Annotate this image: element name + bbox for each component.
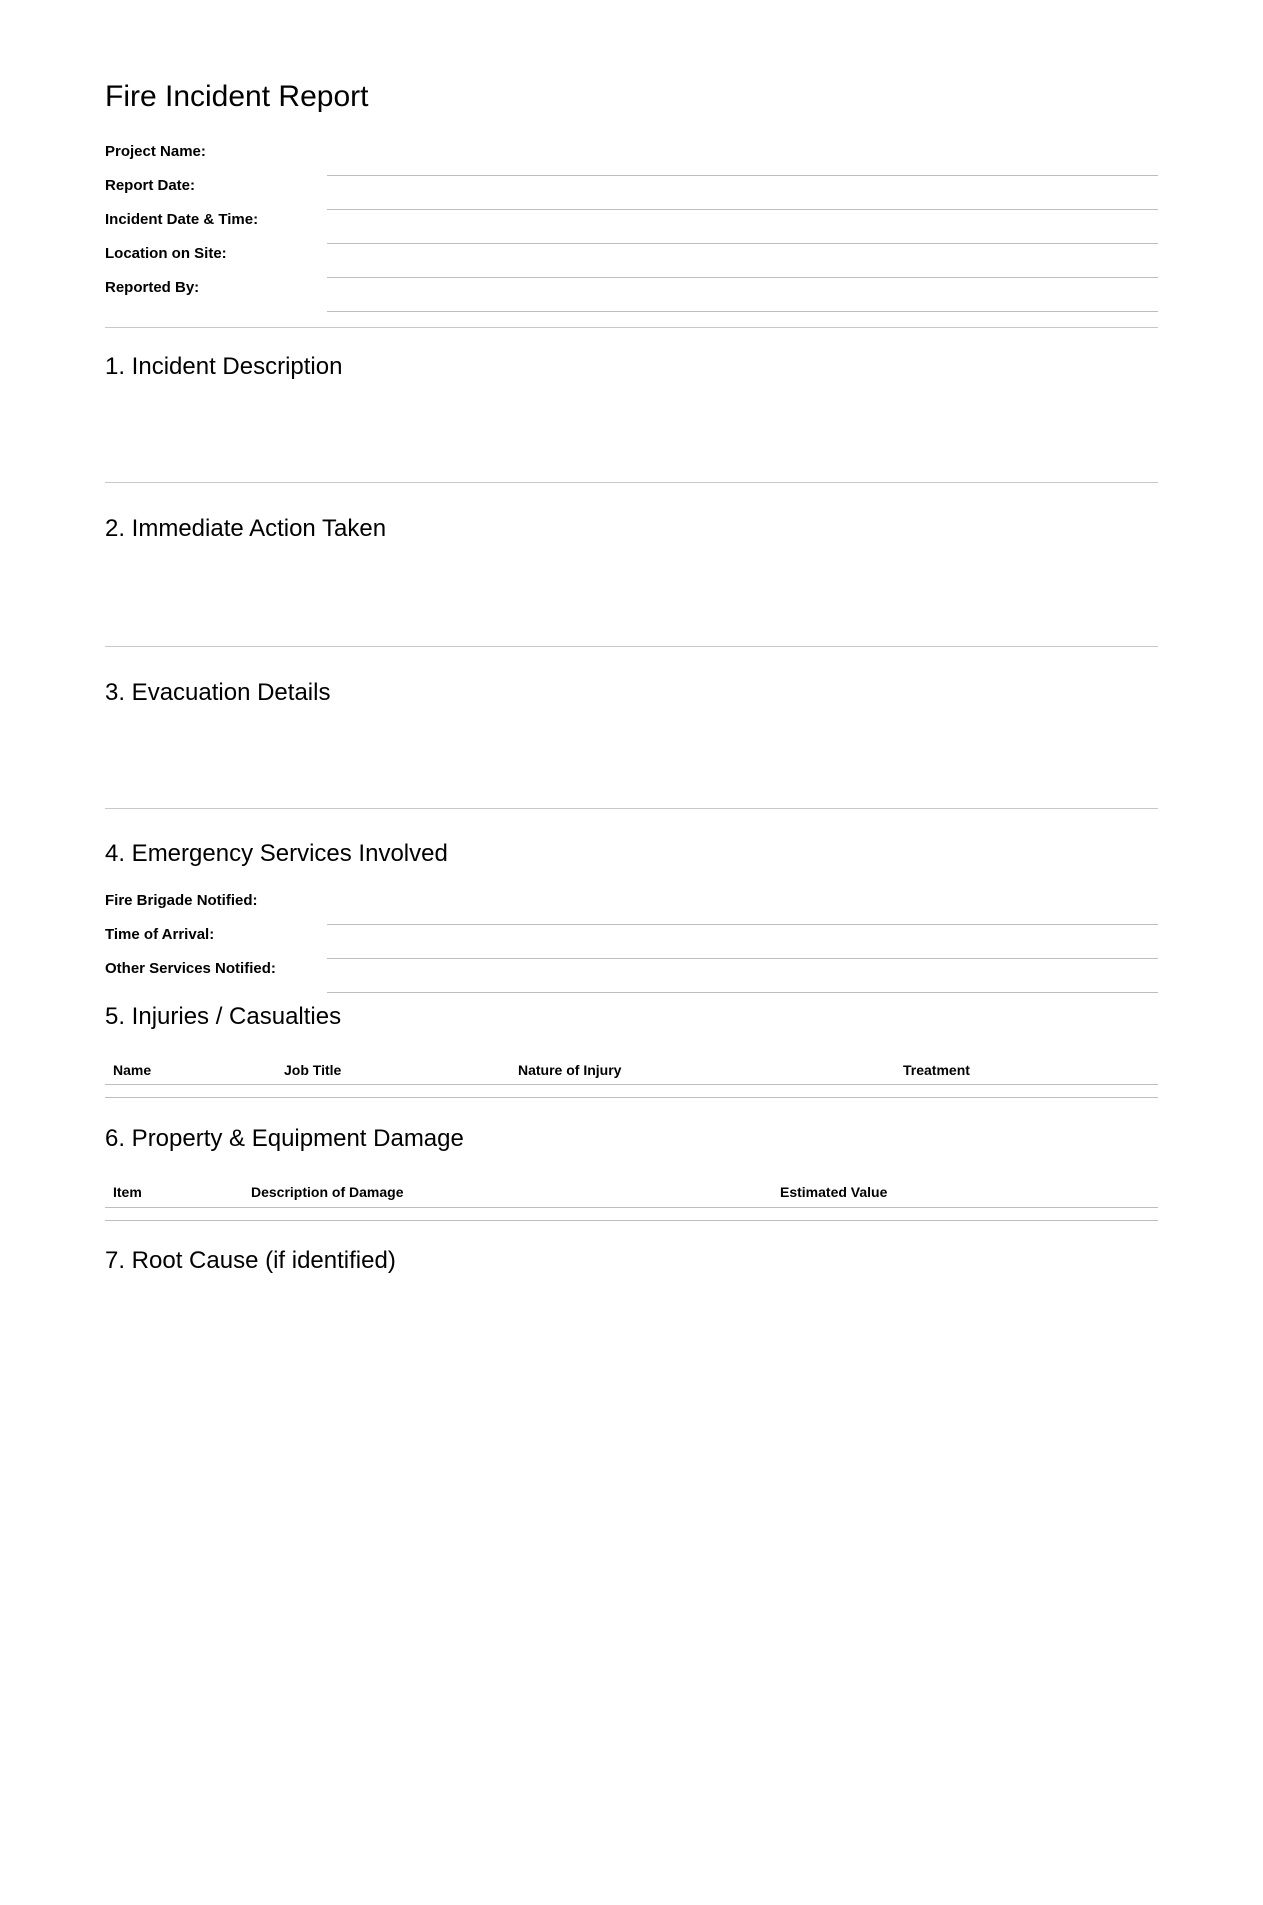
report-date-input[interactable]: [327, 191, 1158, 210]
section-heading-root-cause: 7. Root Cause (if identified): [105, 1247, 396, 1274]
field-report-date: [105, 177, 1158, 211]
section-heading-evacuation-details: 3. Evacuation Details: [105, 679, 331, 706]
document-title: Fire Incident Report: [105, 80, 369, 113]
column-header-item: Item: [113, 1184, 142, 1200]
column-header-nature-of-injury: Nature of Injury: [518, 1062, 622, 1078]
section-heading-property-damage: 6. Property & Equipment Damage: [105, 1125, 464, 1152]
field-label: Fire Brigade Notified:: [105, 892, 258, 909]
field-label: Incident Date & Time:: [105, 211, 259, 228]
field-label: Reported By:: [105, 279, 200, 296]
column-header-name: Name: [113, 1062, 152, 1078]
incident-date-time-input[interactable]: [327, 225, 1158, 244]
field-label: Report Date:: [105, 177, 196, 194]
header-divider: [105, 327, 1158, 328]
table-header-border: [105, 1207, 1158, 1208]
section-divider: [105, 808, 1158, 809]
table-row-border: [105, 1220, 1158, 1221]
section-divider: [105, 482, 1158, 483]
other-services-notified-input[interactable]: [327, 974, 1158, 993]
injuries-table: [105, 1062, 1158, 1086]
location-on-site-input[interactable]: [327, 259, 1158, 278]
field-project-name: [105, 143, 1158, 177]
section-heading-emergency-services: 4. Emergency Services Involved: [105, 840, 448, 867]
field-fire-brigade-notified: [105, 892, 1158, 926]
table-header-row: [105, 1062, 1158, 1086]
section-heading-injuries: 5. Injuries / Casualties: [105, 1003, 342, 1030]
immediate-action-input[interactable]: [105, 550, 1162, 644]
reported-by-input[interactable]: [327, 293, 1158, 312]
damage-table: [105, 1184, 1158, 1208]
evacuation-details-input[interactable]: [105, 714, 1162, 808]
field-time-of-arrival: [105, 926, 1158, 960]
table-row-border: [105, 1097, 1158, 1098]
column-header-description-of-damage: Description of Damage: [251, 1184, 404, 1200]
field-location-on-site: [105, 245, 1158, 279]
table-header-row: [105, 1184, 1158, 1208]
section-heading-incident-description: 1. Incident Description: [105, 353, 343, 380]
column-header-treatment: Treatment: [903, 1062, 970, 1078]
time-of-arrival-input[interactable]: [327, 940, 1158, 959]
project-name-input[interactable]: [327, 157, 1158, 176]
fire-brigade-notified-input[interactable]: [327, 906, 1158, 925]
field-label: Time of Arrival:: [105, 926, 215, 943]
field-label: Other Services Notified:: [105, 960, 276, 977]
field-other-services-notified: [105, 960, 1158, 994]
incident-description-input[interactable]: [105, 388, 1162, 480]
column-header-job-title: Job Title: [284, 1062, 342, 1078]
root-cause-input[interactable]: [105, 1282, 1162, 1406]
field-incident-date-time: [105, 211, 1158, 245]
field-label: Location on Site:: [105, 245, 227, 262]
field-label: Project Name:: [105, 143, 206, 160]
field-reported-by: [105, 279, 1158, 313]
table-header-border: [105, 1084, 1158, 1085]
section-divider: [105, 646, 1158, 647]
section-heading-immediate-action: 2. Immediate Action Taken: [105, 515, 387, 542]
column-header-estimated-value: Estimated Value: [780, 1184, 888, 1200]
